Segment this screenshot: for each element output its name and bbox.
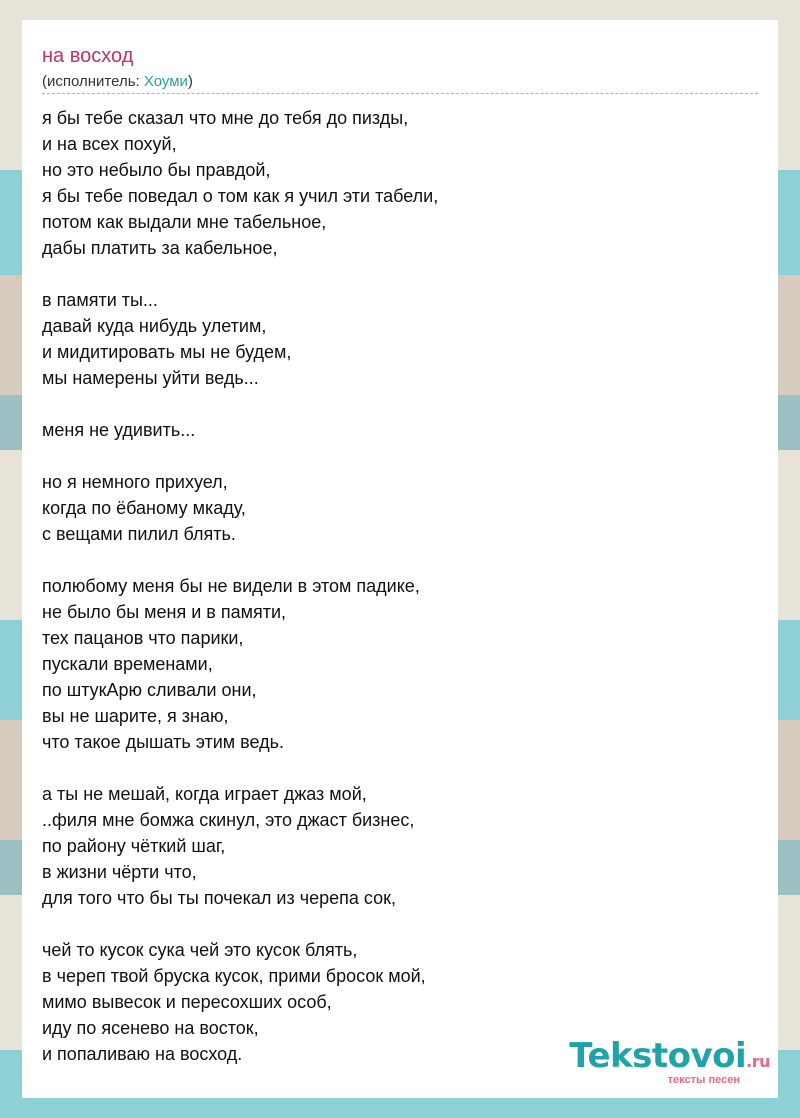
artist-prefix: (исполнитель: [42, 73, 144, 90]
site-logo[interactable] [569, 1038, 770, 1086]
lyric-line: дабы платить за кабельное, [42, 238, 278, 258]
lyric-line: и попаливаю на восход. [42, 1044, 243, 1064]
lyric-line: но я немного прихуел, [42, 472, 228, 492]
lyric-blank-line [42, 391, 742, 417]
lyric-line: но это небыло бы правдой, [42, 160, 271, 180]
lyric-line: по району чёткий шаг, [42, 836, 226, 856]
title-divider [42, 93, 758, 94]
lyric-line: для того что бы ты почекал из черепа сок, [42, 888, 396, 908]
lyric-line: вы не шарите, я знаю, [42, 706, 229, 726]
lyric-line: в череп твой бруска кусок, прими бросок мой, [42, 966, 426, 986]
lyric-line: с вещами пилил блять. [42, 524, 236, 544]
artist-suffix: ) [187, 73, 193, 90]
lyric-blank-line [42, 547, 742, 573]
lyrics-body [42, 105, 742, 1067]
lyric-line: когда по ёбаному мкаду, [42, 498, 246, 518]
lyric-line: а ты не мешай, когда играет джаз мой, [42, 784, 367, 804]
lyric-line: иду по ясенево на восток, [42, 1018, 259, 1038]
lyric-blank-line [42, 261, 742, 287]
lyric-blank-line [42, 755, 742, 781]
lyric-line: ..филя мне бомжа скинул, это джаст бизнес, [42, 810, 415, 830]
lyric-line: тех пацанов что парики, [42, 628, 244, 648]
lyric-line: мы намерены уйти ведь... [42, 368, 259, 388]
artist-line [42, 73, 193, 91]
lyric-line: в жизни чёрти что, [42, 862, 197, 882]
song-title: на восход [42, 45, 134, 67]
lyric-line: чей то кусок сука чей это кусок блять, [42, 940, 358, 960]
lyric-line: меня не удивить... [42, 420, 196, 440]
lyric-blank-line [42, 911, 742, 937]
lyric-line: и мидитировать мы не будем, [42, 342, 292, 362]
logo-main-text: Tekstovoi [569, 1036, 747, 1076]
lyric-line: пускали временами, [42, 654, 213, 674]
lyric-line: не было бы меня и в памяти, [42, 602, 287, 622]
artist-link[interactable]: Хоуми [143, 73, 188, 90]
logo-suffix: .ru [746, 1052, 770, 1071]
lyric-line: в памяти ты... [42, 290, 158, 310]
lyric-line: полюбому меня бы не видели в этом падике, [42, 576, 420, 596]
lyric-line: по штукАрю сливали они, [42, 680, 257, 700]
lyric-line: что такое дышать этим ведь. [42, 732, 285, 752]
lyric-line: и на всех похуй, [42, 134, 177, 154]
lyric-blank-line [42, 443, 742, 469]
lyric-line: мимо вывесок и пересохших особ, [42, 992, 332, 1012]
lyric-line: потом как выдали мне табельное, [42, 212, 327, 232]
lyrics-card [22, 20, 778, 1098]
lyric-line: давай куда нибудь улетим, [42, 316, 267, 336]
lyric-line: я бы тебе сказал что мне до тебя до пизды, [42, 108, 409, 128]
logo-tagline: тексты песен [667, 1074, 740, 1086]
lyric-line: я бы тебе поведал о том как я учил эти табели, [42, 186, 439, 206]
